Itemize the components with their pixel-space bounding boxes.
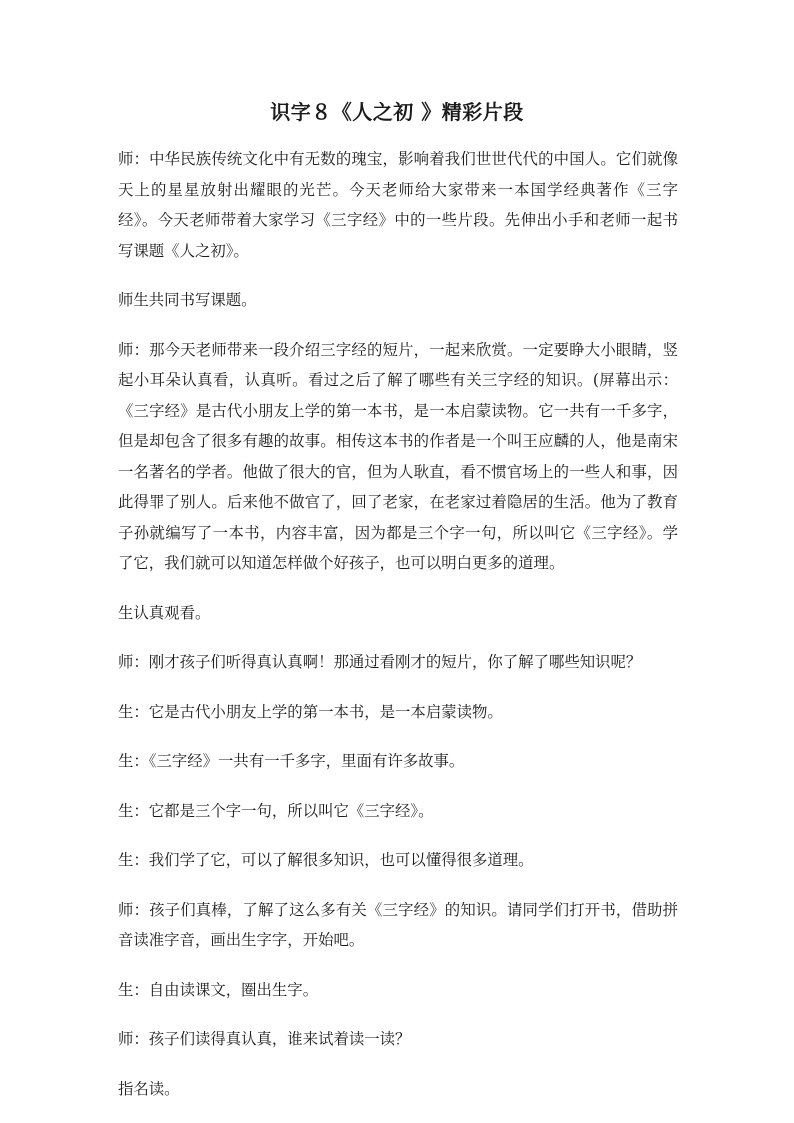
- paragraph: 生：我们学了它，可以了解很多知识，也可以懂得很多道理。: [118, 851, 534, 869]
- paragraph: 师：孩子们真棒，了解了这么多有关《三字经》的知识。请同学们打开书，借助拼音读准字音，画出生字字，开始吧。: [118, 900, 678, 949]
- paragraph: 师：中华民族传统文化中有无数的瑰宝，影响着我们世世代代的中国人。它们就像天上的星星放射出耀眼的光芒。今天老师给大家带来一本国学经典著作《三字经》。今天老师带着大家学习《三字经》中的一些片段。先伸出小手和老师一起书写课题《人之初》。: [118, 150, 678, 260]
- paragraph: 师：刚才孩子们听得真认真啊！那通过看刚才的短片，你了解了哪些知识呢？: [118, 653, 642, 671]
- paragraph: 师：孩子们读得真认真，谁来试着读一读？: [118, 1030, 411, 1048]
- paragraph: 生：它都是三个字一句，所以叫它《三字经》。: [118, 801, 434, 820]
- document-title: 识字８《人之初 》精彩片段: [270, 100, 524, 124]
- document-body: [118, 144, 678, 1123]
- paragraph: 生：它是古代小朋友上学的第一本书，是一本启蒙读物。: [118, 702, 503, 721]
- paragraph: 师：那今天老师带来一段介绍三字经的短片，一起来欣赏。一定要睁大小眼睛，竖起小耳朵认真看，认真听。看过之后了解了哪些有关三字经的知识。(屏幕出示：《三字经》是古代小朋友上学的第一本书，是一本启蒙读物。它一共有一千多字，但是却包含了很多有趣的故事。相传这本书的作者是一个叫王应麟的人，他是南宋一名著名的学者。他做了很大的官，但为人耿直，看不惯官场上的一些人和事，因此得罪了别人。后来他不做官了，回了老家，在老家过着隐居的生活。他为了教育子孙就编写了一本书，内容丰富，因为都是三个字一句，所以叫它《三字经》。学了它，我们就可以知道怎样做个好孩子，也可以明白更多的道理。: [118, 340, 678, 572]
- paragraph: 生：自由读课文，圈出生字。: [118, 980, 319, 999]
- paragraph: 生认真观看。: [118, 603, 211, 622]
- paragraph: 指名读。: [118, 1079, 180, 1098]
- paragraph: 师生共同书写课题。: [118, 291, 257, 309]
- paragraph: 生：《三字经》一共有一千多字，里面有许多故事。: [118, 752, 465, 770]
